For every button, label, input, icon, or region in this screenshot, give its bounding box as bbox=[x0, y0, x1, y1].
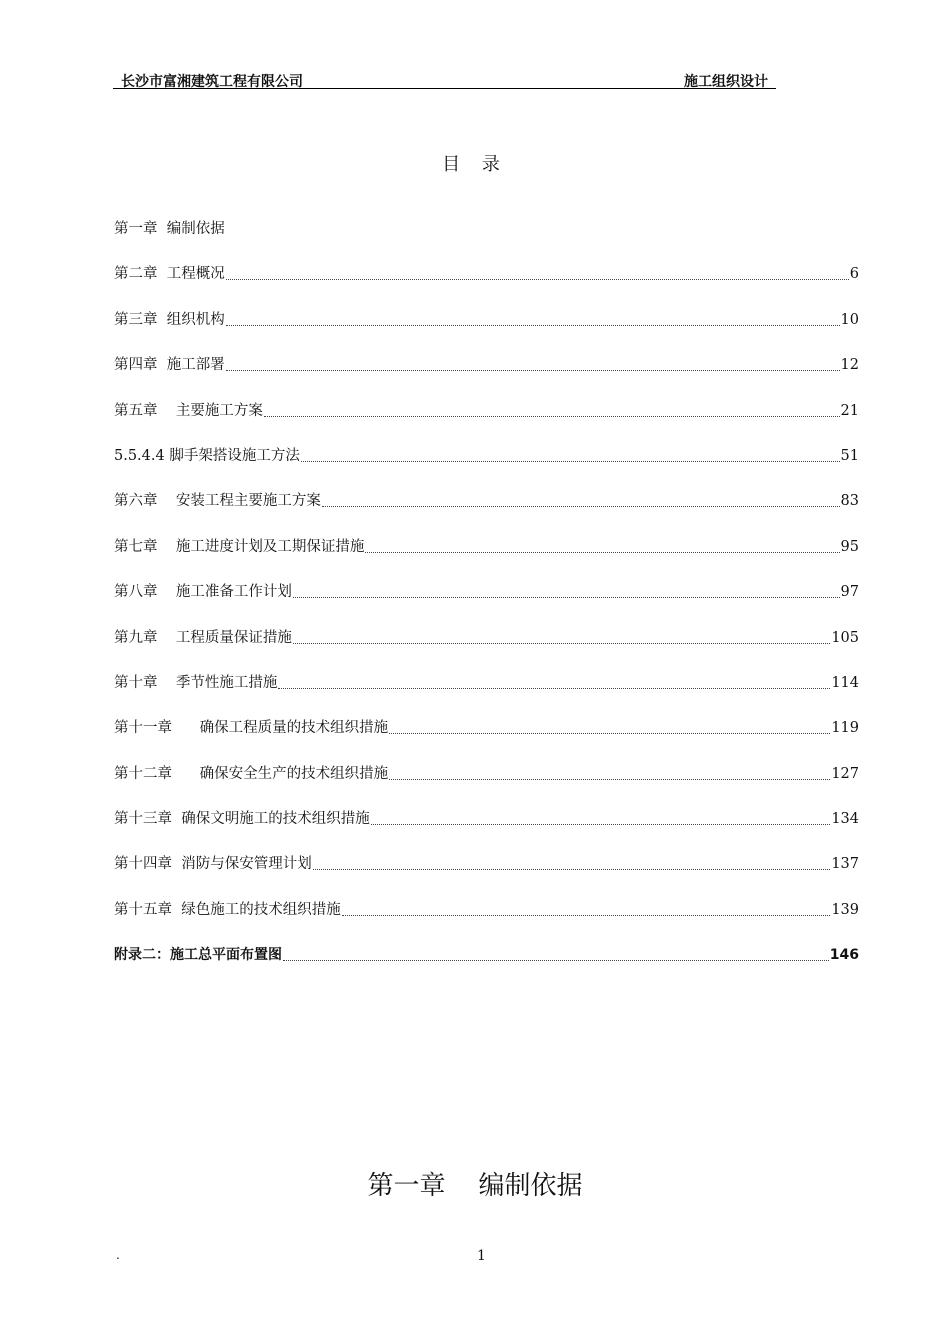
toc-entry-page: 83 bbox=[840, 493, 859, 510]
toc-leader bbox=[293, 581, 840, 598]
toc-entry[interactable] bbox=[114, 581, 859, 626]
toc-entry-page: 127 bbox=[831, 765, 859, 782]
toc-entry-page: 95 bbox=[840, 538, 859, 555]
toc-entry-page: 12 bbox=[840, 357, 859, 374]
toc-entry[interactable] bbox=[114, 808, 859, 853]
toc-entry-page: 21 bbox=[840, 402, 859, 419]
toc-entry-label: 5.5.4.4 脚手架搭设施工方法 bbox=[114, 447, 300, 464]
toc-entry-page: 134 bbox=[831, 811, 859, 828]
toc-entry-label: 第四章 施工部署 bbox=[114, 357, 225, 374]
toc-entry[interactable] bbox=[114, 627, 859, 672]
toc-leader bbox=[293, 627, 830, 644]
company-name: 长沙市富湘建筑工程有限公司 bbox=[121, 74, 303, 90]
table-of-contents bbox=[114, 218, 859, 990]
toc-entry[interactable] bbox=[114, 490, 859, 535]
toc-entry-label: 第八章 施工准备工作计划 bbox=[114, 584, 292, 601]
toc-entry[interactable] bbox=[114, 400, 859, 445]
toc-entry-label: 第九章 工程质量保证措施 bbox=[114, 629, 292, 646]
toc-leader bbox=[371, 808, 831, 825]
toc-entry[interactable] bbox=[114, 309, 859, 354]
toc-entry-label: 第七章 施工进度计划及工期保证措施 bbox=[114, 538, 365, 555]
toc-entry[interactable] bbox=[114, 354, 859, 399]
toc-leader bbox=[278, 672, 830, 689]
toc-entry-page: 137 bbox=[831, 856, 859, 873]
toc-entry[interactable] bbox=[114, 218, 859, 263]
toc-leader bbox=[389, 763, 830, 780]
toc-entry[interactable] bbox=[114, 763, 859, 808]
toc-entry-appendix[interactable] bbox=[114, 944, 859, 989]
toc-leader bbox=[342, 899, 831, 916]
toc-entry-page: 139 bbox=[831, 901, 859, 918]
toc-entry-page: 146 bbox=[829, 947, 859, 964]
toc-leader bbox=[226, 218, 858, 234]
toc-entry-page: 10 bbox=[840, 311, 859, 328]
toc-entry[interactable] bbox=[114, 899, 859, 944]
toc-leader bbox=[226, 354, 840, 371]
chapter-heading: 第一章 编制依据 bbox=[367, 1171, 583, 1201]
toc-leader bbox=[301, 445, 840, 462]
toc-entry[interactable] bbox=[114, 853, 859, 898]
toc-entry-page: 114 bbox=[831, 674, 859, 691]
toc-entry-page: 105 bbox=[831, 629, 859, 646]
page-number: 1 bbox=[477, 1248, 486, 1264]
toc-entry-label: 第十一章 确保工程质量的技术组织措施 bbox=[114, 720, 389, 737]
footer-dot: . bbox=[116, 1248, 120, 1262]
toc-entry[interactable] bbox=[114, 672, 859, 717]
toc-entry[interactable] bbox=[114, 445, 859, 490]
toc-leader bbox=[264, 400, 840, 417]
toc-entry-label: 第十二章 确保安全生产的技术组织措施 bbox=[114, 765, 389, 782]
toc-leader bbox=[365, 536, 839, 553]
toc-leader bbox=[226, 309, 840, 326]
page-header bbox=[113, 70, 776, 89]
toc-entry-label: 第十四章 消防与保安管理计划 bbox=[114, 856, 312, 873]
toc-title: 目 录 bbox=[442, 154, 508, 175]
toc-entry-page: 119 bbox=[831, 720, 859, 737]
toc-leader bbox=[322, 490, 840, 507]
toc-entry-page: 97 bbox=[840, 584, 859, 601]
toc-leader bbox=[313, 853, 831, 870]
toc-entry-page: 51 bbox=[840, 447, 859, 464]
toc-leader bbox=[389, 717, 830, 734]
toc-entry-label: 附录二：施工总平面布置图 bbox=[114, 947, 282, 964]
toc-entry[interactable] bbox=[114, 263, 859, 308]
toc-entry-label: 第二章 工程概况 bbox=[114, 266, 225, 283]
toc-entry-label: 第五章 主要施工方案 bbox=[114, 402, 263, 419]
toc-leader bbox=[283, 944, 829, 961]
document-type: 施工组织设计 bbox=[684, 74, 768, 90]
toc-leader bbox=[226, 263, 849, 280]
toc-entry[interactable] bbox=[114, 536, 859, 581]
toc-entry-label: 第三章 组织机构 bbox=[114, 311, 225, 328]
toc-entry[interactable] bbox=[114, 717, 859, 762]
toc-entry-label: 第十章 季节性施工措施 bbox=[114, 674, 278, 691]
toc-entry-page: 6 bbox=[849, 266, 859, 283]
toc-entry-label: 第六章 安装工程主要施工方案 bbox=[114, 493, 321, 510]
toc-entry-label: 第十五章 绿色施工的技术组织措施 bbox=[114, 901, 341, 918]
toc-entry-label: 第十三章 确保文明施工的技术组织措施 bbox=[114, 811, 370, 828]
toc-entry-label: 第一章 编制依据 bbox=[114, 221, 225, 237]
